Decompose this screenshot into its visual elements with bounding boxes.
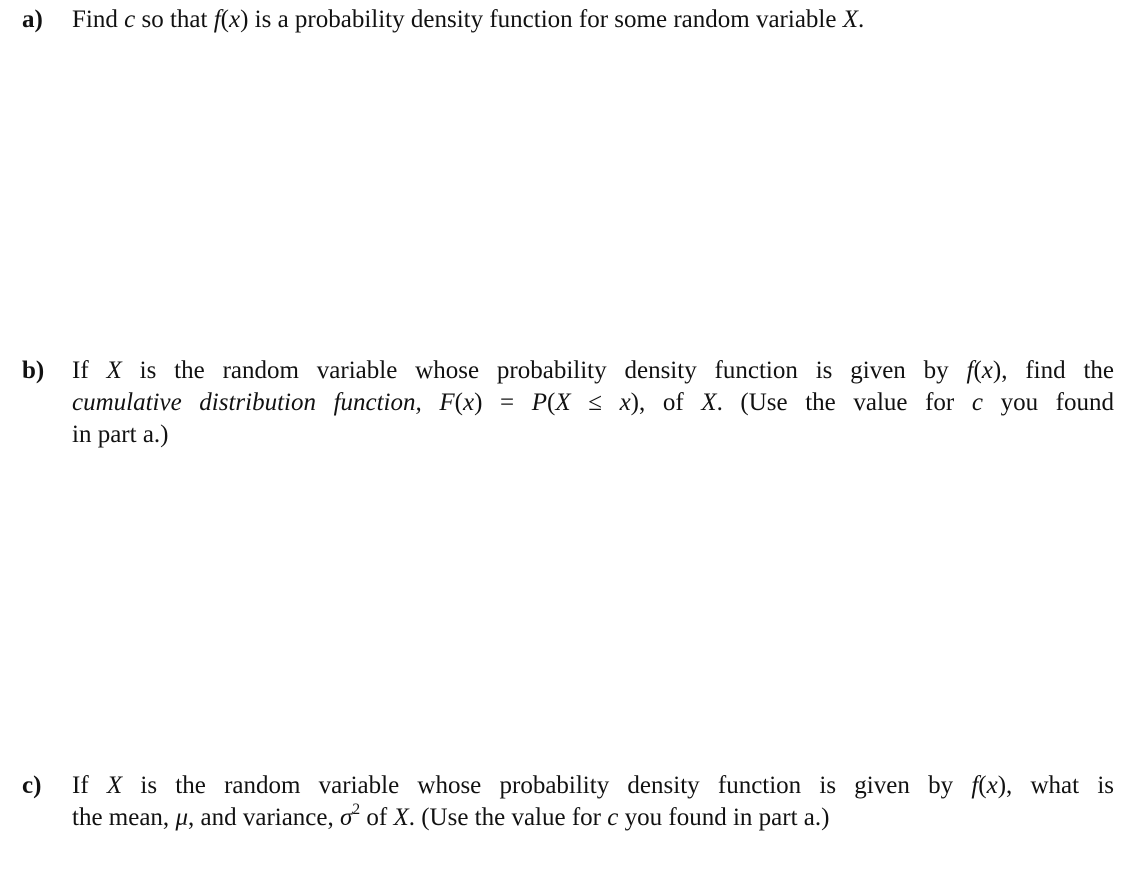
superscript: 2 [352,801,361,819]
text-run: ( [547,389,556,416]
math-symbol: X [393,804,409,831]
text-run: you found [982,389,1114,416]
text-run: ( [978,772,987,799]
problem-a [22,4,1114,36]
problem-label: c) [22,772,42,799]
math-symbol: x [619,389,631,416]
problem-line [72,387,1114,419]
math-symbol: x [981,357,993,384]
text-run: ) is a probability density function for some random variable [240,6,843,33]
problem-line [72,770,1114,802]
text-run: of [360,804,394,831]
text-run: in part a.) [72,421,169,448]
math-symbol: x [986,772,998,799]
text-run: ), of [630,389,702,416]
math-symbol: X [106,357,122,384]
text-run: so that [135,6,214,33]
text-run [422,389,440,416]
text-run: is the random variable whose probability density function is given by [121,357,967,384]
text-run: the mean, [72,804,176,831]
text-run: ), what is [997,772,1114,799]
text-run: ( [220,6,229,33]
problem-line [72,419,1114,451]
problem-label: b) [22,357,45,384]
math-symbol: c [124,6,136,33]
math-symbol: X [555,389,571,416]
text-run: ), find the [992,357,1114,384]
text-run: Find [72,6,125,33]
math-symbol: f [213,6,221,33]
math-symbol: P [531,389,548,416]
problem-c [22,770,1114,834]
math-symbol: f [966,357,974,384]
problem-text [72,770,1114,834]
problem-line [72,4,1114,36]
problem-label: a) [22,6,43,33]
text-run: If [72,357,107,384]
text-run: ) = [474,389,532,416]
problem-line [72,802,1114,834]
math-symbol: X [842,6,858,33]
math-symbol: x [228,6,241,33]
text-run: , and variance, [188,804,341,831]
math-symbol: μ [175,804,188,831]
text-run: is the random variable whose probability density function is given by [122,772,972,799]
math-symbol: X [106,772,123,799]
problem-b [22,355,1114,451]
text-run: . (Use the value for [716,389,972,416]
problem-text [72,355,1114,451]
text-run: you found in part a.) [618,804,830,831]
text-run: ≤ [570,389,620,416]
math-symbol: c [607,804,619,831]
problem-text [72,4,1114,36]
math-symbol: σ [340,804,353,831]
problem-line [72,355,1114,387]
math-symbol: f [971,772,979,799]
text-run: ( [973,357,982,384]
text-run: . [857,6,865,33]
math-symbol: F [439,389,455,416]
text-run: . (Use the value for [408,804,608,831]
math-symbol: x [462,389,475,416]
math-symbol: c [971,389,983,416]
text-run: ( [454,389,463,416]
emphasized-term: cumulative distribution function, [72,389,422,416]
math-symbol: X [701,389,717,416]
text-run: If [72,772,107,799]
